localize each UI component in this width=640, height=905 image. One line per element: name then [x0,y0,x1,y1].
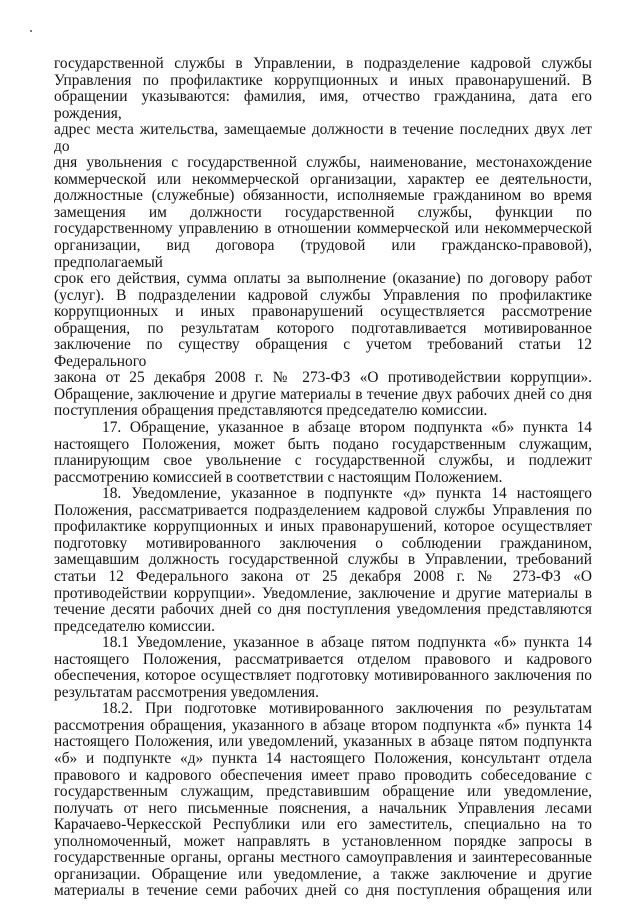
text-line: должностные (служебные) обязанности, исполняемые гражданином во время [54,187,592,205]
text-line: Управления по профилактике коррупционных и иных правонарушений. В [54,71,592,89]
text-line: государственные органы, органы местного самоуправления и заинтересованные [54,849,592,867]
text-line: государственному управлению в отношении коммерческой или некоммерческой [54,220,592,238]
text-line: поступления обращения представляются председателю комиссии. [54,402,488,420]
text-line: противодействии коррупции». Уведомление, заключение и другие материалы в [54,584,592,602]
text-line: «б» и подпункте «д» пункта 14 настоящего Положения, консультант отдела [54,749,592,767]
text-line: (услуг). В подразделении кадровой службы Управления по профилактике [54,286,592,304]
text-line: уполномоченный, может направлять в установленном порядке запросы в [54,832,592,850]
text-line: 18.1 Уведомление, указанное в абзаце пятом подпункта «б» пункта 14 [102,634,592,652]
text-line: правового и кадрового обеспечения имеет право проводить собеседование с [54,766,592,784]
text-line: 17. Обращение, указанное в абзаце втором подпункта «б» пункта 14 [102,419,592,437]
text-line: обращении указываются: фамилия, имя, отчество гражданина, дата его рождения, [54,88,592,122]
text-line: Карачаево-Черкесской Республики или его заместитель, специально на то [54,816,592,834]
text-line: профилактике коррупционных и иных правонарушений, которое осуществляет [54,518,592,536]
text-line: 18. Уведомление, указанное в подпункте «д» пункта 14 настоящего [102,485,592,503]
text-line: планирующим свое увольнение с государственной службы, и подлежит [54,452,592,470]
text-line: 18.2. При подготовке мотивированного заключения по результатам [102,700,592,718]
text-line: организации, вид договора (трудовой или гражданско-правовой), предполагаемый [54,237,592,271]
document-page [54,56,592,900]
text-line: рассмотрению комиссией в соответствии с настоящим Положением. [54,468,503,486]
text-line: Обращение, заключение и другие материалы в течение двух рабочих дней со дня [54,385,592,403]
text-line: заключение по существу обращения с учетом требований статьи 12 Федерального [54,336,592,370]
text-line: настоящего Положения, или уведомлений, указанных в абзаце пятом подпункта [54,733,592,751]
text-line: настоящего Положения, рассматривается отделом правового и кадрового [54,650,592,668]
text-line: получать от него письменные пояснения, а начальник Управления лесами [54,799,592,817]
text-line: дня увольнения с государственной службы, наименование, местонахождение [54,154,592,172]
text-line: течение десяти рабочих дней со дня поступления уведомления представляются [54,601,592,619]
text-line: обращения, по результатам которого подготавливается мотивированное [54,319,592,337]
text-line: коррупционных и иных правонарушений осуществляется рассмотрение [54,303,592,321]
scan-speck [30,30,32,32]
text-line: подготовку мотивированного заключения о соблюдении гражданином, [54,534,592,552]
text-line: председателю комиссии. [54,617,215,635]
text-line: адрес места жительства, замещаемые должности в течение последних двух лет до [54,121,592,155]
text-line: срок его действия, сумма оплаты за выполнение (оказание) по договору работ [54,270,592,288]
text-line: рассмотрения обращения, указанного в абзаце втором подпункта «б» пункта 14 [54,716,592,734]
text-line: замещавшим должность государственной службы в Управлении, требований [54,551,592,569]
text-line: настоящего Положения, может быть подано государственным служащим, [54,435,592,453]
text-line: Положения, рассматривается подразделением кадровой службы Управления по [54,501,592,519]
text-line: государственным служащим, представившим обращение или уведомление, [54,783,592,801]
text-line: организации. Обращение или уведомление, а также заключение и другие [54,865,592,883]
text-line: результатам рассмотрения уведомления. [54,683,319,701]
text-line: закона от 25 декабря 2008 г. № 273-ФЗ «О противодействии коррупции». [54,369,592,387]
text-line: коммерческой или некоммерческой организации, характер ее деятельности, [54,170,592,188]
text-line: замещения им должности государственной службы, функции по [54,203,592,221]
text-line: материалы в течение семи рабочих дней со дня поступления обращения или [54,882,592,900]
text-line: обеспечения, которое осуществляет подготовку мотивированного заключения по [54,667,592,685]
text-line: статьи 12 Федерального закона от 25 декабря 2008 г. № 273-ФЗ «О [54,567,592,585]
text-line: государственной службы в Управлении, в подразделение кадровой службы [54,55,592,72]
